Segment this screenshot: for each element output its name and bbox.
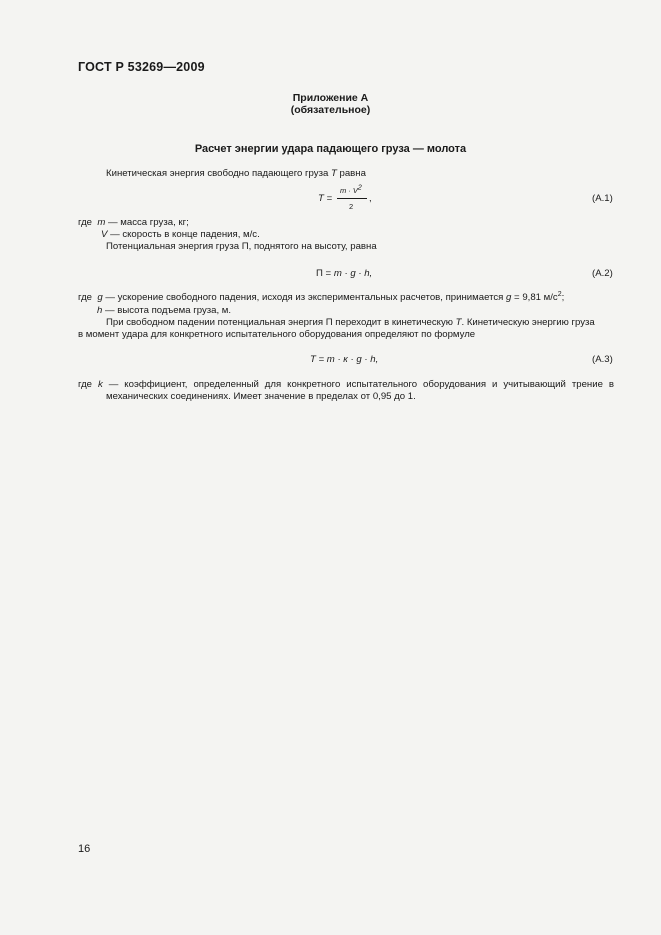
section-title: Расчет энергии удара падающего груза — молота <box>194 143 467 155</box>
transition-line2: в момент удара для конкретного испытательного оборудования определяют по формуле <box>78 329 476 340</box>
eq1-denominator: 2 <box>349 202 354 211</box>
page-number: 16 <box>78 843 91 855</box>
eq1-number: (А.1) <box>592 193 613 204</box>
document-code: ГОСТ Р 53269—2009 <box>78 60 205 74</box>
eq1-lhs: T = <box>318 193 333 204</box>
where-k-cont: механических соединениях. Имеет значение в пределах от 0,95 до 1. <box>106 391 416 402</box>
equation-a3: T = m · к · g · h, <box>310 354 379 365</box>
equation-a1 <box>318 186 388 216</box>
where-g: где g — ускорение свободного падения, исходя из экспериментальных расчетов, принимается g = 9,81 $м/с^2$; <box>78 290 565 303</box>
eq3-number: (А.3) <box>592 354 613 365</box>
potential-intro: Потенциальная энергия груза П, поднятого на высоту, равна <box>106 241 377 252</box>
where-h: h — высота подъема груза, м. <box>97 305 232 316</box>
eq1-numerator: $m \cdot V^2$ <box>340 184 362 195</box>
where-m: где m — масса груза, кг; <box>78 217 189 228</box>
kinetic-intro: Кинетическая энергия свободно падающего груза T равна <box>106 168 366 179</box>
eq1-comma: , <box>369 193 372 204</box>
eq2-number: (А.2) <box>592 268 613 279</box>
where-v: V — скорость в конце падения, м/с. <box>101 229 260 240</box>
annex-status: (обязательное) <box>290 104 371 116</box>
where-k: где k — коэффициент, определенный для конкретного испытательного оборудования и учитывающий трение в <box>78 379 614 390</box>
equation-a2: П = m · g · h, <box>316 268 373 279</box>
transition-line1: При свободном падении потенциальная энергия П переходит в кинетическую T. Кинетическую энергию груза <box>106 317 595 328</box>
annex-title: Приложение А <box>292 92 369 104</box>
eq1-fraction-bar <box>337 198 367 199</box>
